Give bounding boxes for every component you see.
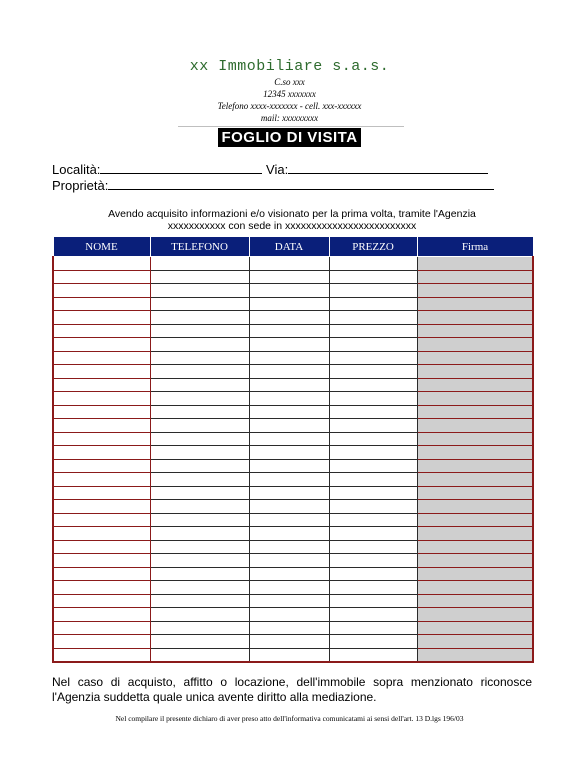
- proprieta-label: Proprietà:: [52, 178, 109, 193]
- cell-firma[interactable]: [417, 527, 533, 541]
- cell-telefono[interactable]: [150, 378, 249, 392]
- table-row: [53, 257, 533, 271]
- cell-data[interactable]: [249, 554, 329, 568]
- cell-nome[interactable]: [53, 257, 150, 271]
- cell-telefono[interactable]: [150, 459, 249, 473]
- intro-line-1: Avendo acquisito informazioni e/o visionato per la prima volta, tramite l'Agenzia: [108, 208, 476, 220]
- cell-firma[interactable]: [417, 378, 533, 392]
- cell-nome[interactable]: [53, 567, 150, 581]
- table-row: [53, 351, 533, 365]
- cell-prezzo[interactable]: [329, 567, 417, 581]
- table-row: [53, 567, 533, 581]
- cell-telefono[interactable]: [150, 284, 249, 298]
- cell-firma[interactable]: [417, 270, 533, 284]
- cell-nome[interactable]: [53, 621, 150, 635]
- address-line-mail: mail: xxxxxxxxx: [260, 113, 319, 123]
- cell-firma[interactable]: [417, 608, 533, 622]
- proprieta-row: [52, 177, 494, 193]
- table-row: [53, 270, 533, 284]
- cell-data[interactable]: [249, 297, 329, 311]
- cell-prezzo[interactable]: [329, 324, 417, 338]
- cell-prezzo[interactable]: [329, 608, 417, 622]
- cell-telefono[interactable]: [150, 351, 249, 365]
- cell-prezzo[interactable]: [329, 486, 417, 500]
- cell-nome[interactable]: [53, 270, 150, 284]
- table-row: [53, 608, 533, 622]
- cell-nome[interactable]: [53, 540, 150, 554]
- cell-telefono[interactable]: [150, 446, 249, 460]
- cell-telefono[interactable]: [150, 311, 249, 325]
- cell-telefono[interactable]: [150, 297, 249, 311]
- cell-firma[interactable]: [417, 365, 533, 379]
- cell-data[interactable]: [249, 338, 329, 352]
- cell-telefono[interactable]: [150, 554, 249, 568]
- cell-nome[interactable]: [53, 554, 150, 568]
- cell-data[interactable]: [249, 459, 329, 473]
- cell-nome[interactable]: [53, 432, 150, 446]
- cell-data[interactable]: [249, 378, 329, 392]
- cell-nome[interactable]: [53, 284, 150, 298]
- cell-firma[interactable]: [417, 432, 533, 446]
- table-row: [53, 459, 533, 473]
- cell-firma[interactable]: [417, 459, 533, 473]
- cell-prezzo[interactable]: [329, 257, 417, 271]
- cell-data[interactable]: [249, 365, 329, 379]
- col-nome: NOME: [53, 237, 150, 257]
- cell-telefono[interactable]: [150, 621, 249, 635]
- cell-telefono[interactable]: [150, 405, 249, 419]
- cell-nome[interactable]: [53, 635, 150, 649]
- table-row: [53, 324, 533, 338]
- cell-telefono[interactable]: [150, 567, 249, 581]
- title-wrap: [0, 128, 579, 147]
- cell-telefono[interactable]: [150, 324, 249, 338]
- table-row: [53, 554, 533, 568]
- cell-data[interactable]: [249, 527, 329, 541]
- cell-prezzo[interactable]: [329, 473, 417, 487]
- cell-prezzo[interactable]: [329, 500, 417, 514]
- col-telefono: TELEFONO: [150, 237, 249, 257]
- cell-prezzo[interactable]: [329, 311, 417, 325]
- localita-row: [52, 161, 488, 177]
- company-name: xx Immobiliare s.a.s.: [189, 58, 390, 75]
- cell-data[interactable]: [249, 594, 329, 608]
- cell-nome[interactable]: [53, 594, 150, 608]
- table-row: [53, 513, 533, 527]
- cell-firma[interactable]: [417, 338, 533, 352]
- table-row: [53, 311, 533, 325]
- cell-nome[interactable]: [53, 338, 150, 352]
- cell-nome[interactable]: [53, 392, 150, 406]
- cell-data[interactable]: [249, 635, 329, 649]
- cell-firma[interactable]: [417, 554, 533, 568]
- cell-prezzo[interactable]: [329, 540, 417, 554]
- proprieta-input-line[interactable]: [108, 177, 494, 190]
- intro-text: [52, 208, 532, 232]
- table-row: [53, 473, 533, 487]
- cell-telefono[interactable]: [150, 338, 249, 352]
- closing-text: Nel caso di acquisto, affitto o locazione, dell'immobile sopra menzionato riconosce l'Agenzia suddetta quale unica avente diritto alla mediazione.: [52, 675, 532, 704]
- cell-data[interactable]: [249, 608, 329, 622]
- cell-firma[interactable]: [417, 419, 533, 433]
- cell-nome[interactable]: [53, 297, 150, 311]
- via-input-line[interactable]: [288, 161, 488, 174]
- address-line-street: C.so xxx: [274, 77, 305, 87]
- cell-prezzo[interactable]: [329, 459, 417, 473]
- cell-data[interactable]: [249, 324, 329, 338]
- cell-prezzo[interactable]: [329, 297, 417, 311]
- table-row: [53, 581, 533, 595]
- cell-nome[interactable]: [53, 500, 150, 514]
- cell-nome[interactable]: [53, 378, 150, 392]
- visit-table: [52, 236, 534, 663]
- table-row: [53, 365, 533, 379]
- cell-telefono[interactable]: [150, 270, 249, 284]
- cell-firma[interactable]: [417, 594, 533, 608]
- cell-firma[interactable]: [417, 567, 533, 581]
- cell-firma[interactable]: [417, 513, 533, 527]
- cell-telefono[interactable]: [150, 257, 249, 271]
- table-row: [53, 378, 533, 392]
- cell-firma[interactable]: [417, 392, 533, 406]
- privacy-footnote: Nel compilare il presente dichiaro di aver preso atto dell'informativa comunicatami ai sensi dell'art. 13 D.lgs 196/03: [115, 714, 464, 723]
- cell-nome[interactable]: [53, 419, 150, 433]
- cell-nome[interactable]: [53, 446, 150, 460]
- table-row: [53, 297, 533, 311]
- cell-telefono[interactable]: [150, 473, 249, 487]
- cell-prezzo[interactable]: [329, 432, 417, 446]
- cell-data[interactable]: [249, 446, 329, 460]
- cell-nome[interactable]: [53, 527, 150, 541]
- cell-prezzo[interactable]: [329, 513, 417, 527]
- cell-telefono[interactable]: [150, 365, 249, 379]
- cell-data[interactable]: [249, 621, 329, 635]
- cell-firma[interactable]: [417, 257, 533, 271]
- cell-firma[interactable]: [417, 351, 533, 365]
- cell-nome[interactable]: [53, 486, 150, 500]
- table-row: [53, 648, 533, 662]
- cell-nome[interactable]: [53, 311, 150, 325]
- cell-firma[interactable]: [417, 540, 533, 554]
- cell-firma[interactable]: [417, 324, 533, 338]
- cell-data[interactable]: [249, 284, 329, 298]
- cell-data[interactable]: [249, 473, 329, 487]
- cell-firma[interactable]: [417, 311, 533, 325]
- cell-firma[interactable]: [417, 648, 533, 662]
- cell-firma[interactable]: [417, 486, 533, 500]
- cell-data[interactable]: [249, 405, 329, 419]
- table-row: [53, 446, 533, 460]
- cell-prezzo[interactable]: [329, 581, 417, 595]
- cell-nome[interactable]: [53, 513, 150, 527]
- cell-data[interactable]: [249, 257, 329, 271]
- cell-data[interactable]: [249, 432, 329, 446]
- col-data: DATA: [249, 237, 329, 257]
- cell-data[interactable]: [249, 351, 329, 365]
- table-row: [53, 392, 533, 406]
- localita-label: Località:: [52, 162, 101, 177]
- cell-data[interactable]: [249, 311, 329, 325]
- cell-prezzo[interactable]: [329, 351, 417, 365]
- cell-prezzo[interactable]: [329, 621, 417, 635]
- table-row: [53, 635, 533, 649]
- cell-data[interactable]: [249, 648, 329, 662]
- table-row: [53, 540, 533, 554]
- table-header-row: [53, 237, 533, 257]
- cell-prezzo[interactable]: [329, 284, 417, 298]
- cell-nome[interactable]: [53, 581, 150, 595]
- cell-data[interactable]: [249, 500, 329, 514]
- table-row: [53, 527, 533, 541]
- cell-telefono[interactable]: [150, 594, 249, 608]
- cell-telefono[interactable]: [150, 581, 249, 595]
- cell-nome[interactable]: [53, 648, 150, 662]
- cell-prezzo[interactable]: [329, 648, 417, 662]
- cell-telefono[interactable]: [150, 635, 249, 649]
- cell-telefono[interactable]: [150, 432, 249, 446]
- cell-firma[interactable]: [417, 405, 533, 419]
- cell-nome[interactable]: [53, 365, 150, 379]
- cell-telefono[interactable]: [150, 486, 249, 500]
- table-row: [53, 405, 533, 419]
- cell-firma[interactable]: [417, 473, 533, 487]
- table-row: [53, 432, 533, 446]
- cell-data[interactable]: [249, 486, 329, 500]
- cell-telefono[interactable]: [150, 513, 249, 527]
- cell-data[interactable]: [249, 513, 329, 527]
- cell-telefono[interactable]: [150, 500, 249, 514]
- table-body: [53, 257, 533, 663]
- cell-telefono[interactable]: [150, 527, 249, 541]
- header-divider: [178, 126, 404, 127]
- cell-firma[interactable]: [417, 446, 533, 460]
- cell-prezzo[interactable]: [329, 405, 417, 419]
- cell-prezzo[interactable]: [329, 527, 417, 541]
- cell-prezzo[interactable]: [329, 338, 417, 352]
- cell-telefono[interactable]: [150, 608, 249, 622]
- via-label: Via:: [266, 162, 289, 177]
- cell-firma[interactable]: [417, 284, 533, 298]
- cell-telefono[interactable]: [150, 392, 249, 406]
- cell-firma[interactable]: [417, 500, 533, 514]
- cell-prezzo[interactable]: [329, 419, 417, 433]
- cell-data[interactable]: [249, 540, 329, 554]
- cell-prezzo[interactable]: [329, 554, 417, 568]
- table-row: [53, 621, 533, 635]
- cell-prezzo[interactable]: [329, 270, 417, 284]
- cell-nome[interactable]: [53, 459, 150, 473]
- cell-prezzo[interactable]: [329, 635, 417, 649]
- address-line-phone: Telefono xxxx-xxxxxxx - cell. xxx-xxxxxx: [217, 101, 362, 111]
- page-title: FOGLIO DI VISITA: [218, 128, 360, 147]
- table-row: [53, 594, 533, 608]
- cell-prezzo[interactable]: [329, 378, 417, 392]
- col-firma: Firma: [417, 237, 533, 257]
- table-row: [53, 284, 533, 298]
- cell-prezzo[interactable]: [329, 392, 417, 406]
- cell-prezzo[interactable]: [329, 446, 417, 460]
- cell-data[interactable]: [249, 567, 329, 581]
- address-line-city: 12345 xxxxxxx: [263, 89, 316, 99]
- cell-telefono[interactable]: [150, 540, 249, 554]
- cell-prezzo[interactable]: [329, 365, 417, 379]
- table-row: [53, 500, 533, 514]
- table-row: [53, 419, 533, 433]
- cell-firma[interactable]: [417, 297, 533, 311]
- cell-firma[interactable]: [417, 621, 533, 635]
- table-row: [53, 486, 533, 500]
- table-row: [53, 338, 533, 352]
- cell-data[interactable]: [249, 270, 329, 284]
- cell-nome[interactable]: [53, 351, 150, 365]
- cell-data[interactable]: [249, 581, 329, 595]
- cell-nome[interactable]: [53, 405, 150, 419]
- cell-data[interactable]: [249, 392, 329, 406]
- cell-nome[interactable]: [53, 473, 150, 487]
- cell-nome[interactable]: [53, 324, 150, 338]
- cell-firma[interactable]: [417, 635, 533, 649]
- cell-nome[interactable]: [53, 608, 150, 622]
- cell-telefono[interactable]: [150, 648, 249, 662]
- localita-input-line[interactable]: [100, 161, 262, 174]
- cell-firma[interactable]: [417, 581, 533, 595]
- cell-data[interactable]: [249, 419, 329, 433]
- col-prezzo: PREZZO: [329, 237, 417, 257]
- cell-prezzo[interactable]: [329, 594, 417, 608]
- cell-telefono[interactable]: [150, 419, 249, 433]
- intro-line-2: xxxxxxxxxxx con sede in xxxxxxxxxxxxxxxxxxxxxxxxx: [167, 220, 417, 232]
